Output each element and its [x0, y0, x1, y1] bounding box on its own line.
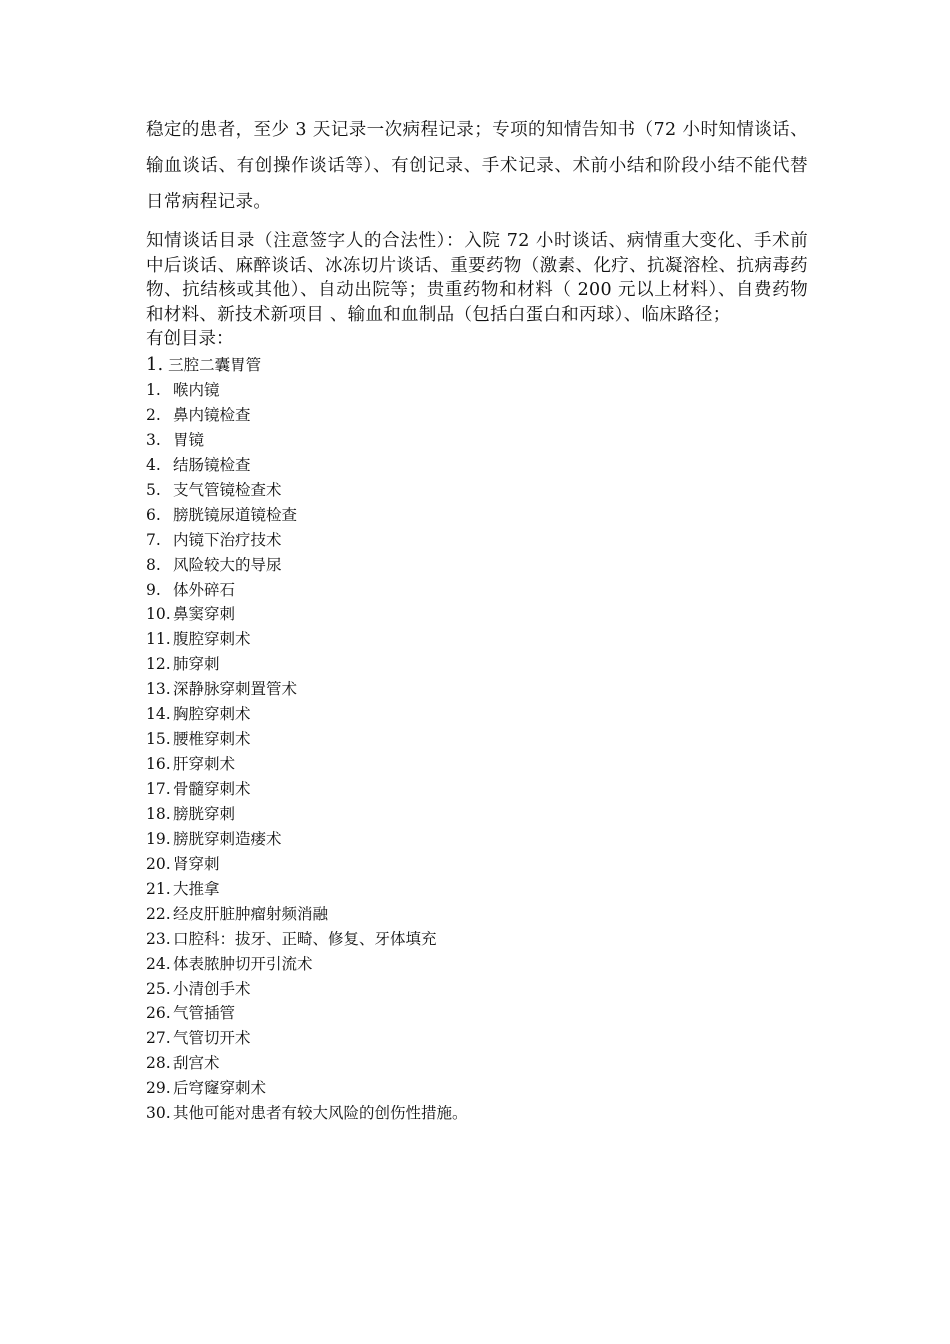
list-item	[146, 877, 808, 902]
list-item-number: 25.	[146, 979, 171, 998]
list-item-special	[146, 352, 808, 378]
list-item-number: 8.	[146, 555, 161, 574]
list-item-text: 刮宫术	[173, 1054, 220, 1073]
list-item-text: 深静脉穿刺置管术	[173, 680, 298, 699]
list-item	[146, 1101, 808, 1126]
list-item	[146, 378, 808, 403]
list-item-number: 7.	[146, 530, 161, 549]
list-item-text: 肝穿刺术	[173, 755, 236, 774]
list-item-text: 支气管镜检查术	[173, 480, 282, 499]
list-item	[146, 652, 808, 677]
list-item-text: 肾穿刺	[173, 854, 220, 873]
list-item-text: 胸腔穿刺术	[173, 705, 251, 724]
list-item-text: 鼻内镜检查	[173, 405, 251, 424]
list-item-text: 气管切开术	[173, 1029, 251, 1048]
list-item	[146, 752, 808, 777]
list-item	[146, 952, 808, 977]
list-item-number: 28.	[146, 1054, 171, 1073]
list-item-number: 20.	[146, 854, 171, 873]
list-item	[146, 727, 808, 752]
list-item-number: 1.	[146, 354, 164, 375]
list-item-text: 肺穿刺	[173, 655, 220, 674]
paragraph-consent-catalog: 知情谈话目录（注意签字人的合法性）：入院 72 小时谈话、病情重大变化、手术前中后谈话、麻醉谈话、冰冻切片谈话、重要药物（激素、化疗、抗凝溶栓、抗病毒药物、抗结核或其他）、自动出院等；贵重药物和材料（ 200 元以上材料）、自费药物和材料、新技术新项目 、输血和血制品（包括白蛋白和丙球）、临床路径；	[146, 231, 808, 325]
list-item	[146, 902, 808, 927]
list-item-number: 27.	[146, 1029, 171, 1048]
invasive-list-heading: 有创目录：	[146, 329, 234, 349]
list-item	[146, 553, 808, 578]
paragraph-progress-notes: 稳定的患者，至少 3 天记录一次病程记录；专项的知情告知书（72 小时知情谈话、输血谈话、有创操作谈话等）、有创记录、手术记录、术前小结和阶段小结不能代替日常病程记录。	[146, 120, 808, 212]
list-item-number: 16.	[146, 755, 171, 774]
list-item	[146, 478, 808, 503]
list-item-number: 24.	[146, 954, 171, 973]
list-item	[146, 528, 808, 553]
list-item-text: 腰椎穿刺术	[173, 730, 251, 749]
invasive-procedure-list	[146, 378, 808, 1126]
list-item	[146, 403, 808, 428]
list-item-number: 14.	[146, 705, 171, 724]
list-item-number: 15.	[146, 730, 171, 749]
list-item-number: 10.	[146, 605, 171, 624]
list-item	[146, 1051, 808, 1076]
list-item-text: 骨髓穿刺术	[173, 780, 251, 798]
document-page	[146, 112, 808, 1126]
list-item-number: 11.	[146, 630, 171, 649]
list-item	[146, 428, 808, 453]
list-item-text: 膀胱镜尿道镜检查	[173, 505, 298, 524]
list-item	[146, 827, 808, 852]
list-item-text: 膀胱穿刺	[173, 804, 236, 823]
list-item-number: 23.	[146, 929, 171, 948]
list-item	[146, 1001, 808, 1026]
list-item-number: 21.	[146, 879, 171, 898]
list-item-text: 口腔科：拔牙、正畸、修复、牙体填充	[173, 929, 437, 948]
list-item	[146, 702, 808, 727]
list-item-number: 5.	[146, 480, 161, 499]
list-item-text: 胃镜	[173, 430, 205, 449]
list-item-number: 29.	[146, 1079, 171, 1098]
list-item-text: 小清创手术	[173, 979, 251, 998]
list-item	[146, 503, 808, 528]
list-item	[146, 802, 808, 827]
list-item-number: 4.	[146, 455, 161, 474]
list-item-number: 22.	[146, 904, 171, 923]
list-item-number: 6.	[146, 505, 161, 524]
list-item-text: 气管插管	[173, 1004, 236, 1023]
list-item-text: 三腔二囊胃管	[168, 356, 262, 374]
list-item-text: 经皮肝脏肿瘤射频消融	[173, 904, 329, 923]
list-item	[146, 578, 808, 603]
list-item-text: 大推拿	[173, 879, 220, 898]
list-item-text: 其他可能对患者有较大风险的创伤性措施。	[173, 1104, 468, 1123]
list-item	[146, 1026, 808, 1051]
list-item-text: 风险较大的导尿	[173, 555, 282, 574]
list-item-text: 后穹窿穿刺术	[173, 1079, 267, 1098]
list-item	[146, 777, 808, 802]
list-item-number: 17.	[146, 780, 171, 798]
list-item	[146, 1076, 808, 1101]
list-item-text: 体外碎石	[173, 580, 236, 599]
list-item-number: 1.	[146, 381, 161, 399]
list-item-text: 喉内镜	[173, 381, 220, 399]
list-item	[146, 453, 808, 478]
list-item-text: 鼻窦穿刺	[173, 605, 236, 624]
list-item-number: 18.	[146, 804, 171, 823]
list-item-text: 体表脓肿切开引流术	[173, 954, 313, 973]
list-item	[146, 927, 808, 952]
list-item-text: 腹腔穿刺术	[173, 630, 251, 649]
list-item-number: 3.	[146, 430, 161, 449]
list-item	[146, 852, 808, 877]
list-item-number: 30.	[146, 1104, 171, 1123]
list-item-number: 26.	[146, 1004, 171, 1023]
list-item-number: 13.	[146, 680, 171, 699]
list-item	[146, 627, 808, 652]
list-item-number: 19.	[146, 829, 171, 848]
list-item-text: 内镜下治疗技术	[173, 530, 282, 549]
list-item	[146, 977, 808, 1002]
list-item-number: 9.	[146, 580, 161, 599]
list-item-text: 结肠镜检查	[173, 455, 251, 474]
list-item-number: 2.	[146, 405, 161, 424]
list-item-number: 12.	[146, 655, 171, 674]
list-item	[146, 677, 808, 702]
list-item	[146, 602, 808, 627]
list-item-text: 膀胱穿刺造瘘术	[173, 829, 282, 848]
